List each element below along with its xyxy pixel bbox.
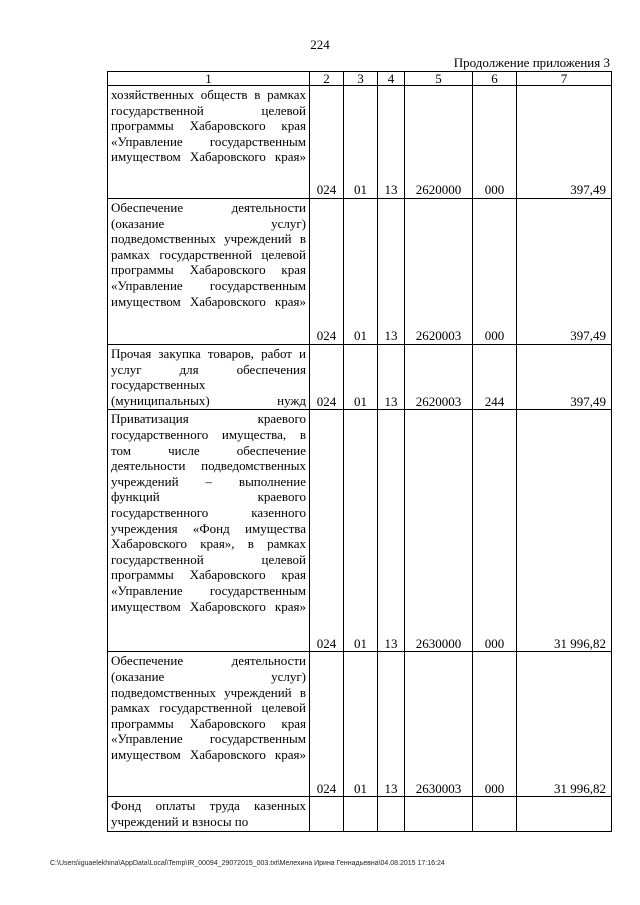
cell-section: 01: [344, 410, 378, 652]
column-header-row: [108, 72, 612, 86]
table-row: [108, 199, 612, 345]
cell-code: 024: [310, 86, 344, 199]
column-header: 7: [517, 72, 612, 86]
cell-target-article: 2620003: [405, 199, 473, 345]
cell-expense-type: 000: [473, 652, 517, 797]
table-row: [108, 345, 612, 410]
cell-subsection: 13: [378, 199, 405, 345]
row-name: хозяйственных обществ в рамках государственной целевой программы Хабаровского края «Управление государственным имуществом Хабаровского края»: [108, 86, 310, 199]
cell-target-article: 2620000: [405, 86, 473, 199]
page-number: 224: [310, 37, 330, 52]
continuation-label: Продолжение приложения 3: [453, 55, 610, 70]
cell-target-article: 2620003: [405, 345, 473, 410]
cell-code: 024: [310, 345, 344, 410]
cell-section: 01: [344, 86, 378, 199]
cell-section: [344, 797, 378, 831]
row-name: Обеспечение деятельности (оказание услуг) подведомственных учреждений в рамках государственной целевой программы Хабаровского края «Управление государственным имуществом Хабаровского края»: [108, 652, 310, 797]
cell-subsection: 13: [378, 410, 405, 652]
row-name: Обеспечение деятельности (оказание услуг) подведомственных учреждений в рамках государственной целевой программы Хабаровского края «Управление государственным имуществом Хабаровского края»: [108, 199, 310, 345]
cell-target-article: 2630003: [405, 652, 473, 797]
cell-amount: 31 996,82: [517, 652, 612, 797]
table-row: [108, 797, 612, 831]
row-name: Приватизация краевого государственного имущества, в том числе обеспечение деятельности подведомственных учреждений – выполнение функций краевого государственного казенного учреждения «Фонд имущества Хабаровского края», в рамках государственной целевой программы Хабаровского края «Управление государственным имуществом Хабаровского края»: [108, 410, 310, 652]
row-name: Фонд оплаты труда казенных учреждений и взносы по: [108, 797, 310, 831]
cell-expense-type: [473, 797, 517, 831]
cell-code: 024: [310, 199, 344, 345]
cell-code: 024: [310, 652, 344, 797]
cell-section: 01: [344, 652, 378, 797]
row-name: Прочая закупка товаров, работ и услуг для обеспечения государственных (муниципальных) нужд: [108, 345, 310, 410]
column-header: 3: [344, 72, 378, 86]
budget-table: [107, 71, 612, 832]
cell-code: 024: [310, 410, 344, 652]
column-header: 2: [310, 72, 344, 86]
cell-amount: 397,49: [517, 86, 612, 199]
cell-amount: 397,49: [517, 199, 612, 345]
cell-expense-type: 000: [473, 199, 517, 345]
cell-amount: [517, 797, 612, 831]
cell-subsection: 13: [378, 345, 405, 410]
cell-amount: 397,49: [517, 345, 612, 410]
cell-expense-type: 244: [473, 345, 517, 410]
cell-amount: 31 996,82: [517, 410, 612, 652]
column-header: 1: [108, 72, 310, 86]
column-header: 5: [405, 72, 473, 86]
cell-expense-type: 000: [473, 410, 517, 652]
table-row: [108, 652, 612, 797]
cell-subsection: 13: [378, 652, 405, 797]
cell-subsection: [378, 797, 405, 831]
cell-subsection: 13: [378, 86, 405, 199]
cell-expense-type: 000: [473, 86, 517, 199]
column-header: 6: [473, 72, 517, 86]
cell-target-article: 2630000: [405, 410, 473, 652]
cell-section: 01: [344, 199, 378, 345]
cell-code: [310, 797, 344, 831]
cell-target-article: [405, 797, 473, 831]
column-header: 4: [378, 72, 405, 86]
cell-section: 01: [344, 345, 378, 410]
table-row: [108, 86, 612, 199]
table-row: [108, 410, 612, 652]
file-path-footer: C:\Users\iguaelekhina\AppData\Local\Temp\IR_00094_29072015_003.txt\Мелехина Ирина Геннадьевна\04.08.2015 17:16:24: [50, 860, 445, 867]
